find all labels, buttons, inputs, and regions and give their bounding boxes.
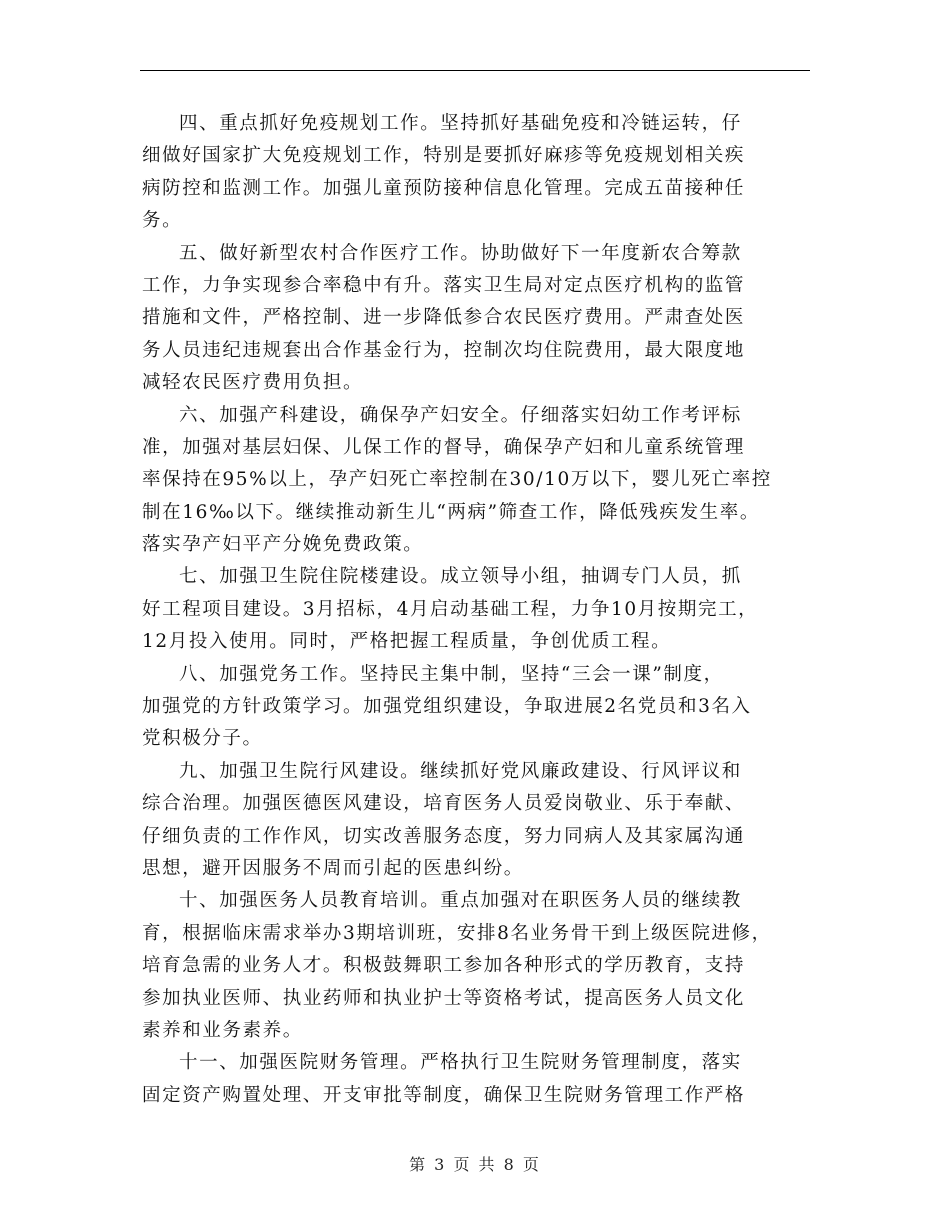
paragraph-line: 培育急需的业务人才。积极鼓舞职工参加各种形式的学历教育，支持 bbox=[142, 955, 746, 977]
paragraph-line: 病防控和监测工作。加强儿童预防接种信息化管理。完成五苗接种任 bbox=[142, 177, 746, 199]
paragraph-line: 五、做好新型农村合作医疗工作。协助做好下一年度新农合筹款 bbox=[179, 242, 742, 264]
paragraph-line: 务人员违纪违规套出合作基金行为，控制次均住院费用，最大限度地 bbox=[142, 339, 746, 361]
paragraph-line: 综合治理。加强医德医风建设，培育医务人员爱岗敬业、乐于奉献、 bbox=[142, 793, 746, 815]
paragraph-line: 加强党的方针政策学习。加强党组织建设，争取进展2名党员和3名入 bbox=[142, 696, 752, 718]
paragraph-line: 准，加强对基层妇保、儿保工作的督导，确保孕产妇和儿童系统管理 bbox=[142, 436, 746, 458]
paragraph-line: 十、加强医务人员教育培训。重点加强对在职医务人员的继续教 bbox=[179, 890, 742, 912]
paragraph-line: 参加执业医师、执业药师和执业护士等资格考试，提高医务人员文化 bbox=[142, 987, 746, 1009]
paragraph-line: 措施和文件，严格控制、进一步降低参合农民医疗费用。严肃查处医 bbox=[142, 307, 746, 329]
header-rule bbox=[140, 70, 810, 71]
document-body bbox=[142, 108, 810, 1112]
paragraph-line: 素养和业务素养。 bbox=[142, 1019, 303, 1041]
page-footer: 第 3 页 共 8 页 bbox=[409, 1155, 541, 1174]
paragraph-line: 减轻农民医疗费用负担。 bbox=[142, 372, 364, 394]
paragraph-line: 固定资产购置处理、开支审批等制度，确保卫生院财务管理工作严格 bbox=[142, 1084, 746, 1106]
paragraph-line: 12月投入使用。同时，严格把握工程质量，争创优质工程。 bbox=[142, 631, 672, 653]
paragraph-line: 务。 bbox=[142, 210, 183, 232]
paragraph-line: 育，根据临床需求举办3期培训班，安排8名业务骨干到上级医院进修， bbox=[142, 922, 772, 944]
paragraph-line: 好工程项目建设。3月招标，4月启动基础工程，力争10月按期完工， bbox=[142, 598, 759, 620]
paragraph-line: 六、加强产科建设，确保孕产妇安全。仔细落实妇幼工作考评标 bbox=[179, 404, 742, 426]
paragraph-line: 九、加强卫生院行风建设。继续抓好党风廉政建设、行风评议和 bbox=[179, 760, 742, 782]
paragraph-line: 落实孕产妇平产分娩免费政策。 bbox=[142, 534, 424, 556]
paragraph-line: 制在16‰以下。继续推动新生儿“两病”筛查工作，降低残疾发生率。 bbox=[142, 501, 760, 523]
paragraph-line: 四、重点抓好免疫规划工作。坚持抓好基础免疫和冷链运转，仔 bbox=[179, 113, 742, 134]
paragraph-line: 思想，避开因服务不周而引起的医患纠纷。 bbox=[142, 857, 524, 879]
paragraph-line: 八、加强党务工作。坚持民主集中制，坚持“三会一课”制度， bbox=[179, 663, 724, 685]
paragraph-line: 十一、加强医院财务管理。严格执行卫生院财务管理制度，落实 bbox=[179, 1052, 742, 1074]
paragraph-line: 细做好国家扩大免疫规划工作，特别是要抓好麻疹等免疫规划相关疾 bbox=[142, 145, 746, 167]
paragraph-line: 率保持在95%以上，孕产妇死亡率控制在30/10万以下，婴儿死亡率控 bbox=[142, 469, 772, 491]
paragraph-line: 仔细负责的工作作风，切实改善服务态度，努力同病人及其家属沟通 bbox=[142, 825, 746, 847]
paragraph-line: 工作，力争实现参合率稳中有升。落实卫生局对定点医疗机构的监管 bbox=[142, 274, 746, 296]
paragraph-line: 党积极分子。 bbox=[142, 728, 263, 750]
paragraph-line: 七、加强卫生院住院楼建设。成立领导小组，抽调专门人员，抓 bbox=[179, 566, 742, 588]
